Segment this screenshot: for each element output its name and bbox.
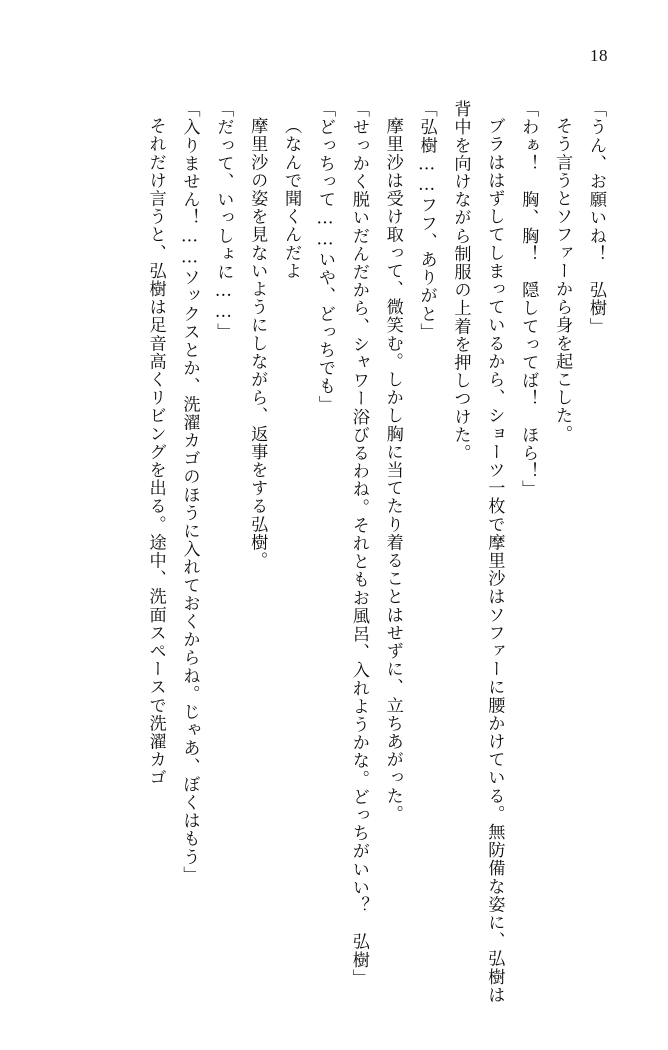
paragraph: 「だって、いっしょに……」 <box>213 100 234 341</box>
paragraph: 摩里沙の姿を見ないようにしながら、返事をする弘樹。 <box>247 117 268 570</box>
paragraph: ブラははずしてしまっているから、ショーツ一枚で摩里沙はソファーに腰かけている。無防備な姿に、弘樹は背中を向けながら制服の上着を押しつけた。 <box>450 100 505 1004</box>
paragraph: 「弘樹……フフ、ありがと」 <box>416 100 437 341</box>
paragraph: 「どっちって……いや、どっちでも」 <box>315 100 335 414</box>
paragraph: 「わぁ！ 胸、胸！ 隠してってば！ ほら！」 <box>518 100 539 499</box>
paragraph: それだけ言うと、弘樹は足音高くリビングを出る。途中、洗面スペースで洗濯カゴ <box>145 117 166 787</box>
paragraph: 「うん、お願いね！ 弘樹」 <box>586 100 606 336</box>
paragraph: 摩里沙は受け取って、微笑む。しかし胸に当てたり着ることはせずに、立ちあがった。 <box>382 117 403 823</box>
page-body-text <box>42 100 612 1010</box>
paragraph: （なんで聞くんだよ <box>281 117 302 280</box>
paragraph: 「せっかく脱いだんだから、シャワー浴びるわね。それともお風呂、入れようかな。どっちがいい？ 弘樹」 <box>348 100 369 987</box>
paragraph: 「入りません！……ソックスとか、洗濯カゴのほうに入れておくからね。じゃあ、ぼくはもう」 <box>179 100 200 884</box>
page-number: 18 <box>590 46 608 65</box>
paragraph: そう言うとソファーから身を起こした。 <box>552 117 573 443</box>
